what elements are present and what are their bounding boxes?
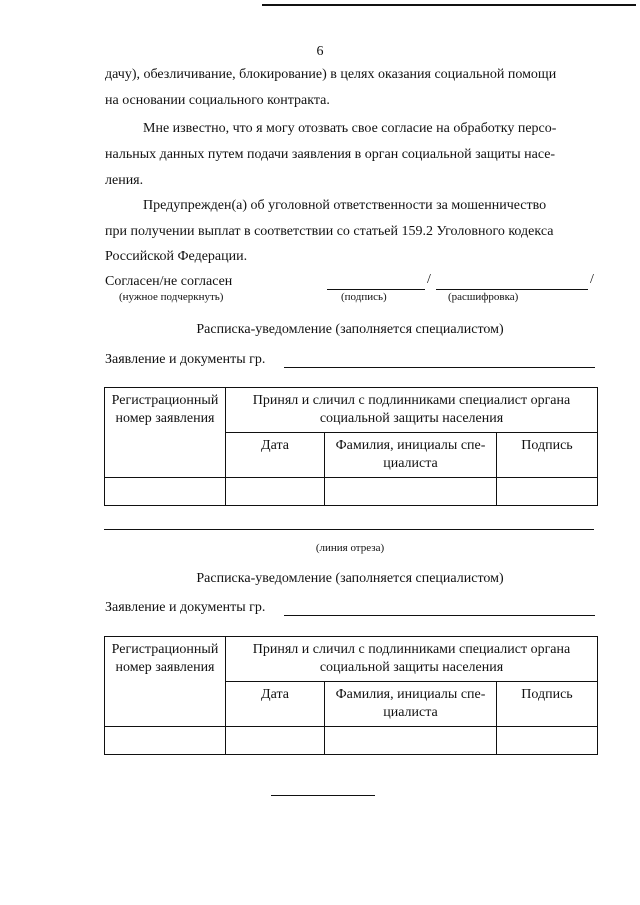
receipt-2-col-date: Дата [226, 682, 325, 727]
receipt-2-title: Расписка-уведомление (заполняется специалистом) [196, 571, 504, 586]
decoding-caption: (расшифровка) [448, 291, 519, 303]
receipt-1-applicant-line [284, 352, 595, 368]
receipt-1-table [104, 387, 598, 506]
receipt-2-cell-reg[interactable] [105, 727, 226, 755]
page-number: 6 [316, 44, 324, 59]
separator-2: / [590, 272, 594, 287]
receipt-2-cell-name[interactable] [325, 727, 497, 755]
consent-label: Согласен/не согласен [105, 274, 233, 289]
receipt-2-table [104, 636, 598, 755]
paragraph-3-line-3: Российской Федерации. [105, 249, 248, 264]
paragraph-1-line-2: на основании социального контракта. [105, 93, 330, 108]
receipt-1-cell-date[interactable] [226, 478, 325, 506]
receipt-2-applicant-label: Заявление и документы гр. [105, 600, 266, 615]
receipt-2-col-name: Фамилия, инициалы спе-циалиста [325, 682, 497, 727]
receipt-1-applicant-label: Заявление и документы гр. [105, 352, 266, 367]
receipt-1-cell-reg[interactable] [105, 478, 226, 506]
receipt-1-col-name: Фамилия, инициалы спе-циалиста [325, 433, 497, 478]
paragraph-1-line-1: дачу), обезличивание, блокирование) в целях оказания социальной помощи [105, 67, 557, 82]
cut-line-caption: (линия отреза) [315, 542, 385, 554]
receipt-1-cell-sign[interactable] [497, 478, 598, 506]
consent-hint: (нужное подчеркнуть) [119, 291, 224, 303]
top-rule [262, 4, 636, 6]
end-rule [271, 795, 375, 796]
receipt-2-col-sign: Подпись [497, 682, 598, 727]
receipt-2-cell-sign[interactable] [497, 727, 598, 755]
receipt-2-applicant-line [284, 600, 595, 616]
signature-line [327, 274, 425, 290]
receipt-2-col-reg: Регистрационный номер заявления [105, 637, 226, 727]
signature-caption: (подпись) [341, 291, 387, 303]
receipt-1-col-sign: Подпись [497, 433, 598, 478]
paragraph-2-line-3: ления. [105, 173, 144, 188]
paragraph-2-line-2: нальных данных путем подачи заявления в орган социальной защиты насе- [105, 147, 556, 162]
receipt-2-col-accepted: Принял и сличил с подлинниками специалист органа социальной защиты населения [226, 637, 598, 682]
receipt-1-col-reg: Регистрационный номер заявления [105, 388, 226, 478]
paragraph-3-line-2: при получении выплат в соответствии со статьей 159.2 Уголовного кодекса [105, 224, 554, 239]
decoding-line [436, 274, 588, 290]
receipt-1-title: Расписка-уведомление (заполняется специалистом) [196, 322, 504, 337]
paragraph-3-line-1: Предупрежден(а) об уголовной ответственности за мошенничество [143, 198, 547, 213]
receipt-1-col-accepted: Принял и сличил с подлинниками специалист органа социальной защиты населения [226, 388, 598, 433]
separator-1: / [427, 272, 431, 287]
receipt-2-cell-date[interactable] [226, 727, 325, 755]
receipt-1-cell-name[interactable] [325, 478, 497, 506]
paragraph-2-line-1: Мне известно, что я могу отозвать свое согласие на обработку персо- [143, 121, 557, 136]
receipt-1-col-date: Дата [226, 433, 325, 478]
cut-line [104, 529, 594, 530]
